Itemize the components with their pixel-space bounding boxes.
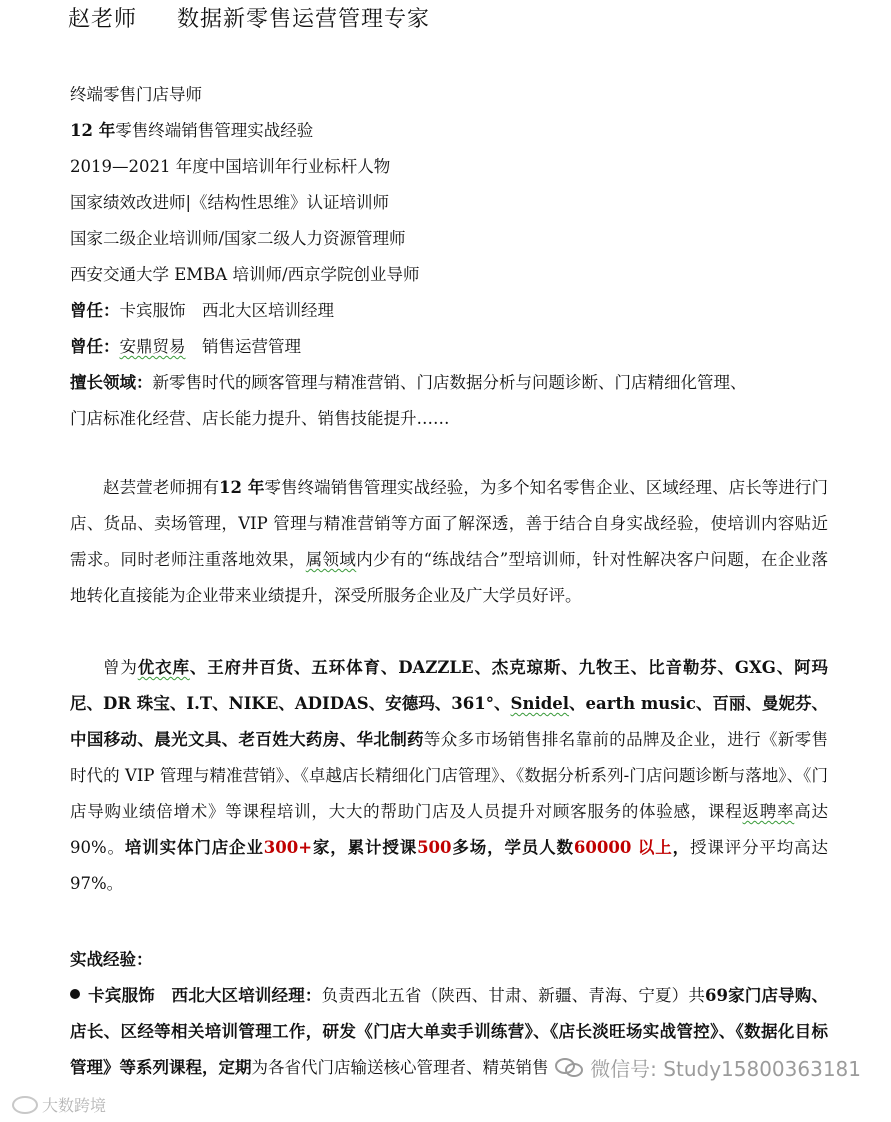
experience-item: 卡宾服饰 西北大区培训经理：负责西北五省（陕西、甘肃、新疆、青海、宁夏）共69家门店导购、店长、区经等相关培训管理工作，研发《门店大单卖手训练营》、《店长淡旺场实战管控》、《数据化目标管理》等系列课程，定期为各省代门店输送核心管理者、精英销售 <box>70 986 829 1077</box>
expertise-line <box>70 365 840 401</box>
credentials-block <box>70 77 840 437</box>
brand-logo <box>12 1093 106 1116</box>
former-role-company: 卡宾服饰 <box>119 301 186 320</box>
former-role <box>70 329 840 365</box>
credential-line: 2019—2021 年度中国培训年行业标杆人物 <box>70 157 391 176</box>
former-role-title: 销售运营管理 <box>202 337 301 356</box>
former-role-label: 曾任： <box>70 301 120 320</box>
credential-line: 12 年零售终端销售管理实战经验 <box>70 121 314 140</box>
former-role-company: 安鼎贸易 <box>119 337 186 356</box>
logo-icon <box>12 1096 38 1114</box>
logo-text: 大数跨境 <box>42 1096 107 1115</box>
author-name: 赵老师 <box>68 7 138 32</box>
experience-heading: 实战经验： <box>70 950 153 969</box>
expertise-text: 新零售时代的顾客管理与精准营销、门店数据分析与问题诊断、门店精细化管理、 <box>152 373 747 392</box>
expertise-label: 擅长领域： <box>70 373 153 392</box>
credential-line: 国家二级企业培训师/国家二级人力资源管理师 <box>70 229 406 248</box>
former-role <box>70 293 840 329</box>
wechat-icon <box>554 1057 584 1079</box>
clients-paragraph: 曾为优衣库、王府井百货、五环体育、DAZZLE、杰克琼斯、九牧王、比音勒芬、GXG、阿玛尼、DR 珠宝、I.T、NIKE、ADIDAS、安德玛、361°、Snidel、earth music、百丽、曼妮芬、中国移动、晨光文具、老百姓大药房、华北制药等众多市场销售排名靠前的品牌及企业，进行《新零售时代的 VIP 管理与精准营销》、《卓越店长精细化门店管理》、《数据分析系列-门店问题诊断与落地》、《门店导购业绩倍增术》等课程培训，大大的帮助门店及人员提升对顾客服务的体验感，课程返聘率高达 90%。培训实体门店企业300+家，累计授课500多场，学员人数60000 以上，授课评分平均高达 97%。 <box>70 658 829 893</box>
page-title <box>68 2 430 33</box>
credential-line: 终端零售门店导师 <box>70 85 202 104</box>
watermark-text: 微信号: Study15800363181 <box>590 1057 861 1081</box>
author-title: 数据新零售运营管理专家 <box>177 7 431 32</box>
expertise-line: 门店标准化经营、店长能力提升、销售技能提升…… <box>70 409 450 428</box>
wechat-watermark <box>554 1053 861 1082</box>
former-role-label: 曾任： <box>70 337 120 356</box>
credential-line: 国家绩效改进师|《结构性思维》认证培训师 <box>70 193 390 212</box>
intro-paragraph: 赵芸萱老师拥有12 年零售终端销售管理实战经验，为多个知名零售企业、区域经理、店长等进行门店、货品、卖场管理，VIP 管理与精准营销等方面了解深透，善于结合自身实战经验，使培训内容贴近需求。同时老师注重落地效果，属领域内少有的“练战结合”型培训师，针对性解决客户问题，在企业落地转化直接能为企业带来业绩提升，深受所服务企业及广大学员好评。 <box>70 478 829 605</box>
former-role-title: 西北大区培训经理 <box>202 301 334 320</box>
bullet-icon <box>70 989 80 999</box>
credential-line: 西安交通大学 EMBA 培训师/西京学院创业导师 <box>70 265 420 284</box>
